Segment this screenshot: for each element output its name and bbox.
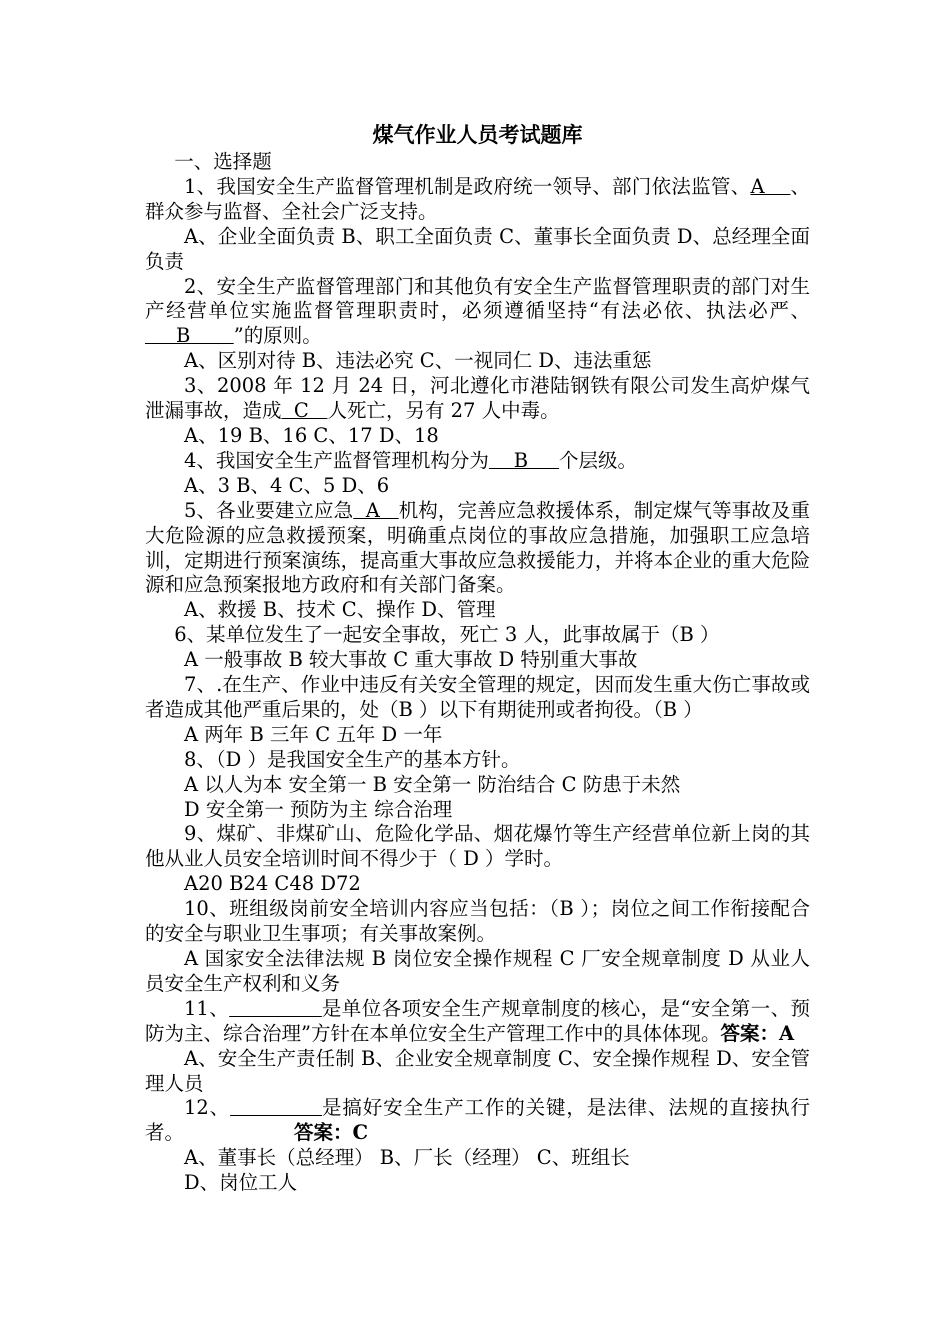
question-3-options: A、19 B、16 C、17 D、18 [184,423,439,447]
question-7-options: A 两年 B 三年 C 五年 D 一年 [184,722,443,746]
question-2: 2、安全生产监督管理部门和其他负有安全生产监督管理职责的部门对生产经营单位实施监督管理职责时，必须遵循坚持“有法必依、执法必严、 B ”的原则。 [145,274,810,348]
section-heading: 一、选择题 [174,150,272,173]
question-5-options: A、救援 B、技术 C、操作 D、管理 [184,598,496,622]
question-10: 10、班组级岗前安全培训内容应当包括：（B ）；岗位之间工作衔接配合的安全与职业卫生事项；有关事故案例。 [145,897,810,946]
answer-label: 答案：A [720,1021,795,1045]
question-1-options: A、企业全面负责 B、职工全面负责 C、董事长全面负责 D、总经理全面负责 [145,224,810,273]
question-9-options: A20 B24 C48 D72 [184,872,361,896]
question-8-options-cont: D 安全第一 预防为主 综合治理 [184,797,453,821]
answer-blank: A [750,174,791,198]
answer-blank: B [145,324,234,348]
answer-label: 答案：C [294,1121,369,1145]
question-6: 6、某单位发生了一起安全事故，死亡 3 人，此事故属于（B ） [174,623,720,647]
question-12-options-cont: D、岗位工人 [184,1171,298,1195]
question-8-options: A 以人为本 安全第一 B 安全第一 防治结合 C 防患于未然 [184,772,681,796]
question-3: 3、2008 年 12 月 24 日，河北遵化市港陆钢铁有限公司发生高炉煤气泄漏事故，造成 C 人死亡，另有 27 人中毒。 [145,374,810,423]
question-12-options: A、董事长（总经理） B、厂长（经理） C、班组长 [184,1146,630,1170]
question-11-options: A、安全生产责任制 B、企业安全规章制度 C、安全操作规程 D、安全管理人员 [145,1046,810,1095]
question-8: 8、（D ）是我国安全生产的基本方针。 [184,747,521,771]
question-4: 4、我国安全生产监督管理机构分为 B 个层级。 [184,448,638,472]
answer-blank [230,1096,322,1119]
document-title: 煤气作业人员考试题库 [372,122,583,147]
question-10-options: A 国家安全法律法规 B 岗位安全操作规程 C 厂安全规章制度 D 从业人员安全生产权利和义务 [145,947,810,995]
question-9: 9、煤矿、非煤矿山、危险化学品、烟花爆竹等生产经营单位新上岗的其他从业人员安全培训时间不得少于（ D ）学时。 [145,822,810,871]
answer-blank: A [353,498,399,522]
question-1: 1、我国安全生产监督管理机制是政府统一领导、部门依法监管、A 、群众参与监督、全社会广泛支持。 [145,174,810,223]
question-7: 7、.在生产、作业中违反有关安全管理的规定，因而发生重大伤亡事故或者造成其他严重后果的，处（B ）以下有期徒刑或者拘役。（B ） [145,673,810,721]
question-11: 11、 是单位各项安全生产规章制度的核心，是“安全第一、预防为主、综合治理”方针在本单位安全生产管理工作中的具体体现。答案：A [145,996,810,1045]
question-12: 12、 是搞好安全生产工作的关键，是法律、法规的直接执行者。 答案：C [145,1096,810,1145]
question-6-options: A 一般事故 B 较大事故 C 重大事故 D 特别重大事故 [184,648,638,672]
answer-blank: C [281,399,328,423]
document-page [145,120,810,1196]
answer-blank [229,997,322,1020]
question-2-options: A、区别对待 B、违法必究 C、一视同仁 D、违法重惩 [184,349,652,373]
answer-blank: B [488,448,560,472]
question-5: 5、各业要建立应急 A 机构，完善应急救援体系，制定煤气等事故及重大危险源的应急救援预案，明确重点岗位的事故应急措施，加强职工应急培训，定期进行预案演练，提高重大事故应急救援能力，并将本企业的重大危险源和应急预案报地方政府和有关部门备案。 [145,498,810,597]
question-4-options: A、3 B、4 C、5 D、6 [184,473,390,497]
